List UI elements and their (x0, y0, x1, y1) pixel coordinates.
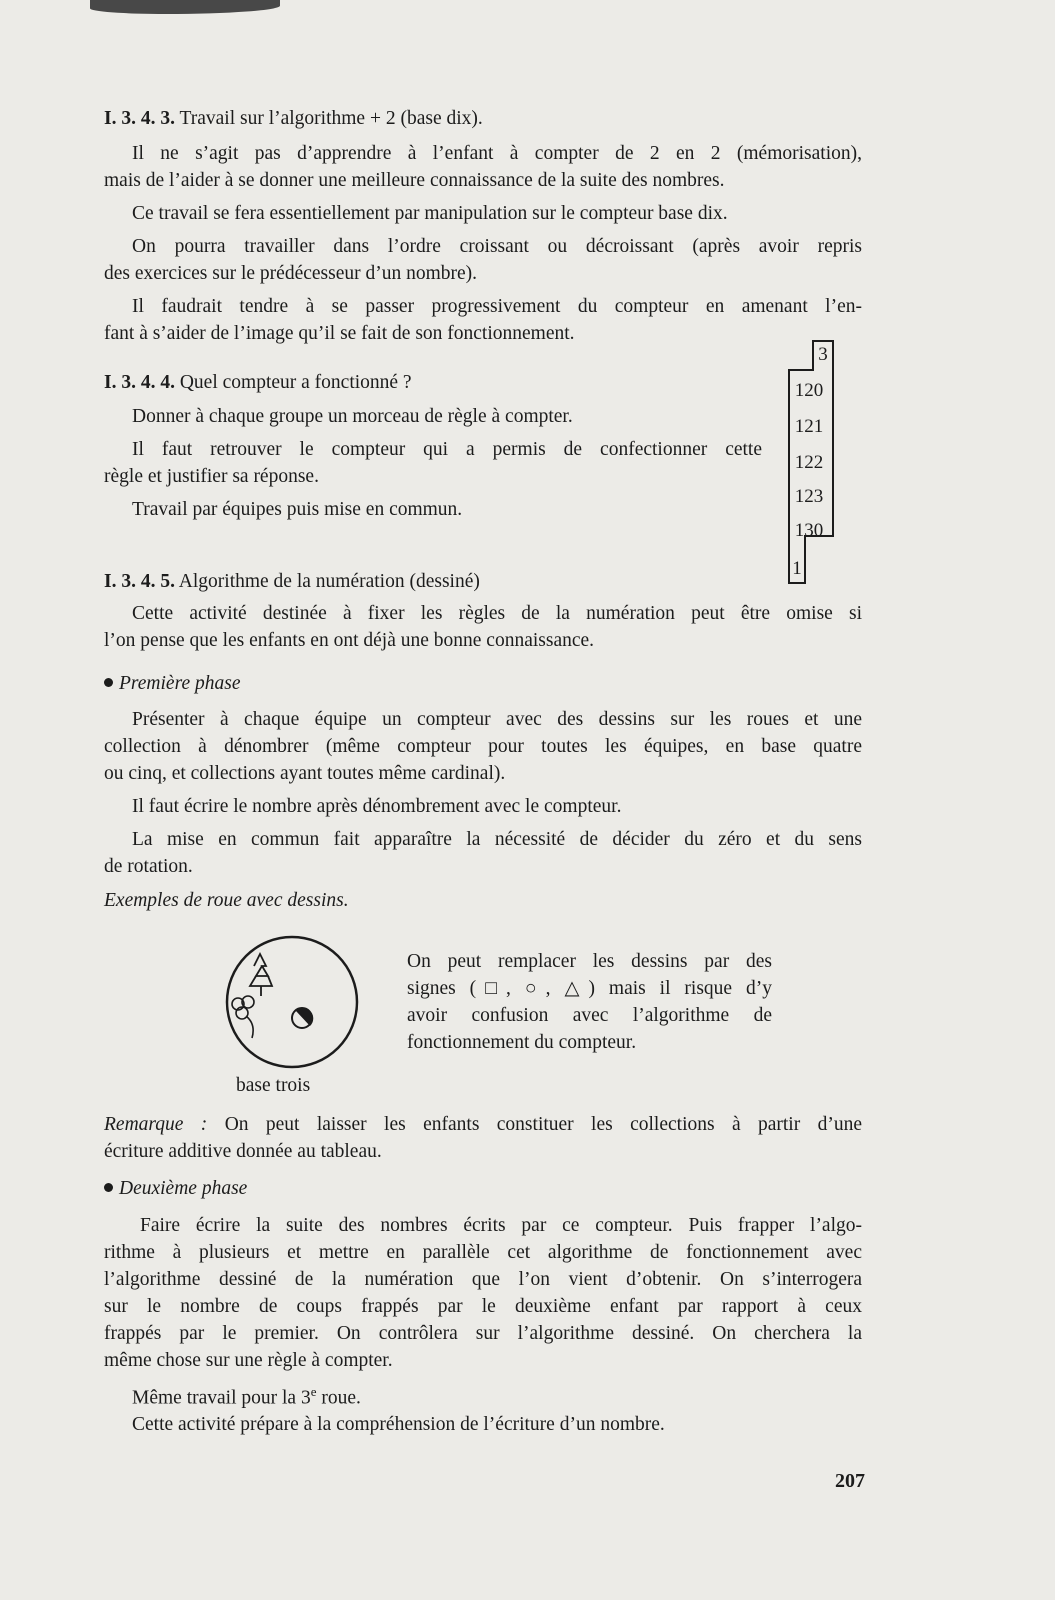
paragraph-line: Il faudrait tendre à se passer progressivement du compteur en amenant l’en- (132, 296, 862, 317)
paragraph-line: Cette activité destinée à fixer les règles de la numération peut être omise si (132, 603, 862, 624)
paragraph-line: même chose sur une règle à compter. (104, 1350, 393, 1371)
superscript: e (310, 1384, 317, 1399)
heading-title: Algorithme de la numération (dessiné) (178, 571, 480, 592)
rule-cell: 122 (794, 452, 824, 473)
remark-line (104, 1111, 862, 1138)
tree-icon (250, 954, 272, 996)
paragraph-line: de rotation. (104, 856, 193, 877)
paragraph-line: Présenter à chaque équipe un compteur avec des dessins sur les roues et une (132, 709, 862, 730)
heading-4343 (104, 105, 483, 132)
heading-number: I. 3. 4. 4. (104, 372, 175, 393)
paragraph: Donner à chaque groupe un morceau de règle à compter. (132, 406, 573, 427)
paragraph-line: l’algorithme dessiné de la numération que l’on vient d’obtenir. On s’interrogera (104, 1269, 862, 1290)
paragraph-line: l’on pense que les enfants en ont déjà une bonne connaissance. (104, 630, 595, 651)
note-line: fonctionnement du compteur. (407, 1032, 637, 1053)
paragraph-line: frappés par le premier. On contrôlera sur l’algorithme dessiné. On cherchera la (104, 1323, 862, 1344)
phase1-title: Première phase (119, 673, 241, 694)
rule-cell: 121 (794, 416, 824, 437)
phase1-heading (104, 670, 240, 697)
counting-rule (783, 340, 835, 584)
paragraph-line: des exercices sur le prédécesseur d’un nombre). (104, 263, 478, 284)
remark-line: écriture additive donnée au tableau. (104, 1141, 382, 1162)
wheel-circle (227, 937, 357, 1067)
paragraph: Cette activité prépare à la compréhension de l’écriture d’un nombre. (132, 1414, 665, 1435)
paragraph-line: fant à s’aider de l’image qu’il se fait de son fonctionnement. (104, 323, 575, 344)
text: roue. (316, 1387, 361, 1409)
page-number: 207 (835, 1470, 865, 1492)
paragraph-line: Faire écrire la suite des nombres écrits par ce compteur. Puis frapper l’algo- (140, 1215, 862, 1236)
heading-number: I. 3. 4. 5. (104, 571, 175, 592)
paragraph: Il faut écrire le nombre après dénombrement avec le compteur. (132, 796, 622, 817)
note-line: On peut remplacer les dessins par des (407, 951, 772, 972)
phase2-title: Deuxième phase (119, 1178, 248, 1199)
examples-caption: Exemples de roue avec dessins. (104, 890, 349, 911)
paragraph-line: La mise en commun fait apparaître la nécessité de décider du zéro et du sens (132, 829, 862, 850)
rule-cell: 1 (792, 558, 802, 579)
paragraph-line: règle et justifier sa réponse. (104, 466, 319, 487)
heading-title: Quel compteur a fonctionné ? (179, 372, 412, 393)
remark-text: On peut laisser les enfants constituer les collections à partir d’une (224, 1114, 862, 1135)
paragraph-line: Il faut retrouver le compteur qui a permis de confectionner cette (132, 439, 762, 460)
paragraph: Ce travail se fera essentiellement par manipulation sur le compteur base dix. (132, 203, 728, 224)
bullet-icon (104, 1183, 113, 1192)
note-line: avoir confusion avec l’algorithme de (407, 1005, 772, 1026)
heading-title: Travail sur l’algorithme + 2 (base dix). (179, 108, 483, 129)
paragraph (132, 1378, 361, 1412)
paragraph-line: rithme à plusieurs et mettre en parallèle cet algorithme de fonctionnement avec (104, 1242, 862, 1263)
paragraph-line: sur le nombre de coups frappés par le deuxième enfant par rapport à ceux (104, 1296, 862, 1317)
heading-4345 (104, 568, 480, 595)
paragraph-line: On pourra travailler dans l’ordre croissant ou décroissant (après avoir repris (132, 236, 862, 257)
paragraph-line: ou cinq, et collections ayant toutes même cardinal). (104, 763, 506, 784)
heading-number: I. 3. 4. 3. (104, 108, 175, 129)
ball-icon (292, 1008, 313, 1028)
note-line: signes (□, ○, △) mais il risque d’y (407, 978, 772, 999)
rule-cell: 120 (794, 380, 824, 401)
paragraph-line: collection à dénombrer (même compteur pour toutes les équipes, en base quatre (104, 736, 862, 757)
rule-cell: 3 (818, 344, 828, 365)
remark-label: Remarque : (104, 1114, 208, 1135)
phase2-heading (104, 1175, 247, 1202)
heading-4344 (104, 369, 412, 396)
paragraph: Travail par équipes puis mise en commun. (132, 499, 463, 520)
wheel-caption: base trois (236, 1075, 311, 1096)
wheel-illustration (212, 930, 372, 1070)
paragraph-line: Il ne s’agit pas d’apprendre à l’enfant à compter de 2 en 2 (mémorisation), (132, 143, 862, 164)
scan-smudge (90, 0, 280, 14)
rule-cell: 130 (794, 520, 824, 541)
text: Même travail pour la 3 (132, 1387, 311, 1409)
bullet-icon (104, 678, 113, 687)
paragraph-line: mais de l’aider à se donner une meilleure connaissance de la suite des nombres. (104, 170, 725, 191)
rule-cell: 123 (794, 486, 824, 507)
